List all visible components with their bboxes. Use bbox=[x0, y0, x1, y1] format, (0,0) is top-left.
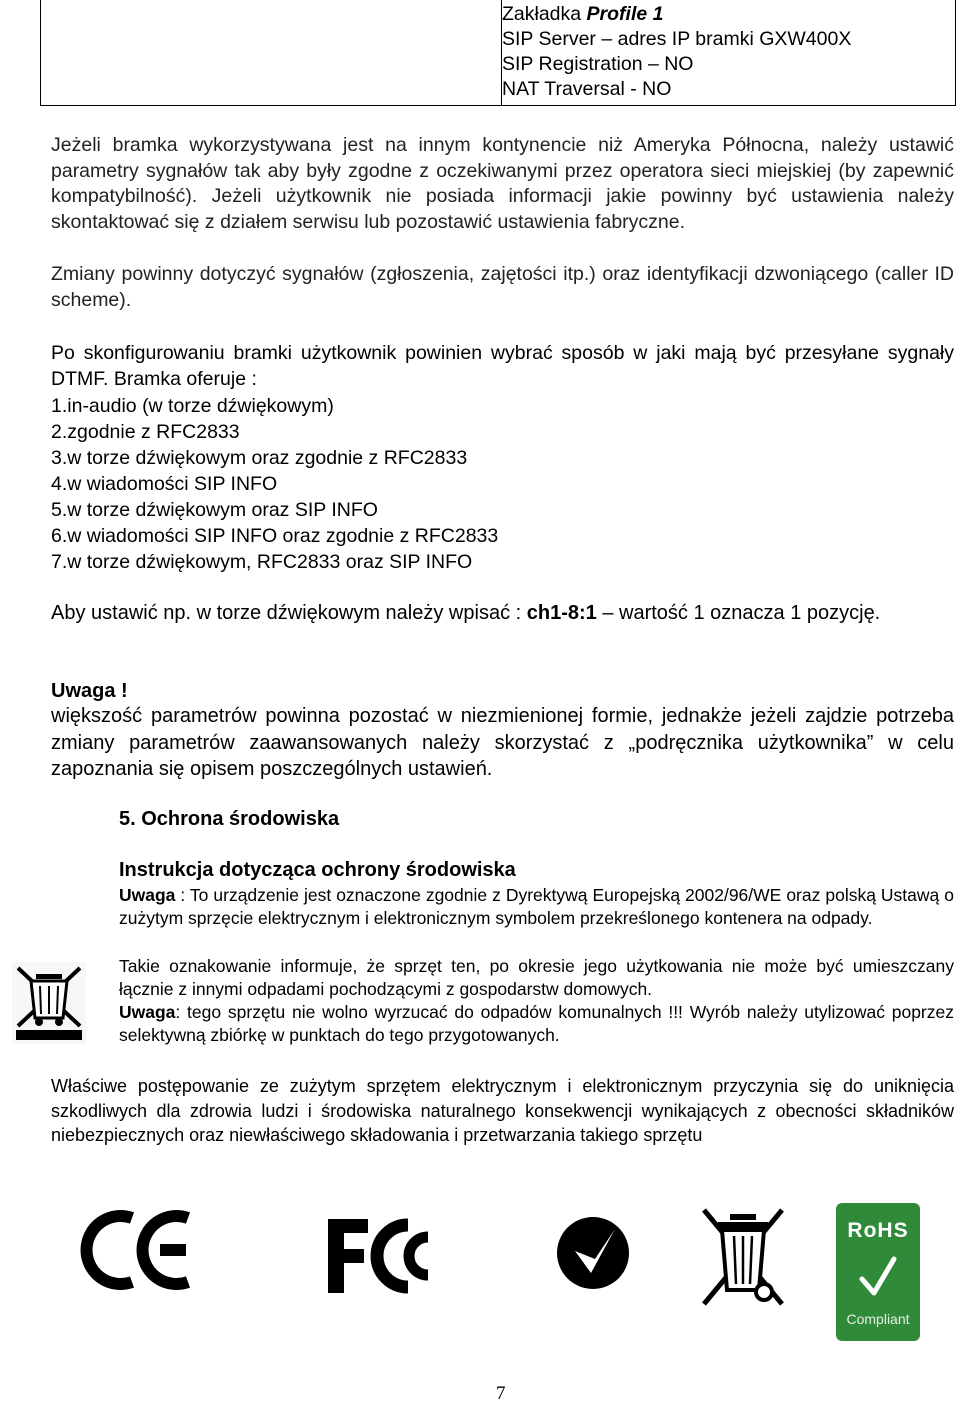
weee-bin-icon bbox=[696, 1200, 790, 1312]
ce-mark-icon bbox=[80, 1210, 195, 1290]
crossed-bin-icon bbox=[12, 962, 86, 1044]
profile-tab-name: Profile 1 bbox=[586, 3, 664, 25]
env-paragraph-3: Uwaga: tego sprzętu nie wolno wyrzucać do odpadów komunalnych !!! Wyrób należy utylizować poprzez selektywną zbiórkę w punktach do tego przygotowanych. bbox=[119, 1002, 954, 1046]
rohs-badge bbox=[836, 1203, 920, 1341]
dtmf-option-6: 6.w wiadomości SIP INFO oraz zgodnie z RFC2833 bbox=[51, 525, 499, 547]
dtmf-option-7: 7.w torze dźwiękowym, RFC2833 oraz SIP INFO bbox=[51, 551, 473, 573]
rohs-subtitle: Compliant bbox=[846, 1311, 910, 1327]
dtmf-option-5: 5.w torze dźwiękowym oraz SIP INFO bbox=[51, 499, 378, 521]
section-heading: 5. Ochrona środowiska bbox=[119, 808, 340, 830]
page-number: 7 bbox=[496, 1383, 506, 1404]
sip-registration-line: SIP Registration – NO bbox=[502, 53, 694, 75]
c-tick-mark-icon bbox=[553, 1213, 633, 1293]
header-table bbox=[40, 0, 956, 106]
warning-title: Uwaga ! bbox=[51, 680, 128, 702]
checkmark-icon bbox=[858, 1255, 898, 1299]
dtmf-option-3: 3.w torze dźwiękowym oraz zgodnie z RFC2833 bbox=[51, 447, 468, 469]
nat-traversal-line: NAT Traversal - NO bbox=[502, 78, 672, 100]
dtmf-option-4: 4.w wiadomości SIP INFO bbox=[51, 473, 278, 495]
warning-text: większość parametrów powinna pozostać w niezmienionej formie, jednakże jeżeli zajdzie potrzeba zmiany parametrów zaawansowanych należy skorzystać z „podręcznika użytkownika” w celu zapoznania się opisem poszczególnych ustawień. bbox=[51, 705, 954, 780]
header-table-empty-cell bbox=[41, 0, 502, 105]
header-table-content-cell bbox=[502, 2, 851, 102]
fcc-mark-icon bbox=[324, 1215, 440, 1297]
sip-server-line: SIP Server – adres IP bramki GXW400X bbox=[502, 28, 852, 50]
closing-paragraph: Właściwe postępowanie ze zużytym sprzętem elektrycznym i elektronicznym przyczynia się do uniknięcia szkodliwych dla zdrowia ludzi i środowiska naturalnego konsekwencji wynikających z obecności składników niebezpiecznych oraz niewłaściwego składowania i przetwarzania takiego sprzętu bbox=[51, 1076, 954, 1145]
dtmf-example: Aby ustawić np. w torze dźwiękowym należy wpisać : ch1-8:1 – wartość 1 oznacza 1 pozycję. bbox=[51, 602, 881, 624]
rohs-title: RoHS bbox=[847, 1219, 909, 1242]
dtmf-intro: Po skonfigurowaniu bramki użytkownik powinien wybrać sposób w jaki mają być przesyłane sygnały DTMF. Bramka oferuje : bbox=[51, 342, 954, 390]
dtmf-example-code: ch1-8:1 bbox=[526, 602, 597, 624]
env-paragraph-1: Uwaga : To urządzenie jest oznaczone zgodnie z Dyrektywą Europejską 2002/96/WE oraz polską Ustawą o zużytym sprzęcie elektrycznym i elektronicznym symbolem przekreślonego kontenera na odpady. bbox=[119, 885, 954, 929]
dtmf-option-2: 2.zgodnie z RFC2833 bbox=[51, 421, 240, 443]
intro-paragraph-2: Zmiany powinny dotyczyć sygnałów (zgłoszenia, zajętości itp.) oraz identyfikacji dzwoniącego (caller ID scheme). bbox=[51, 263, 954, 311]
env-paragraph-2: Takie oznakowanie informuje, że sprzęt ten, po okresie jego użytkowania nie może być umieszczany łącznie z innymi odpadami pochodzącymi z gospodarstw domowych. bbox=[119, 956, 954, 1000]
profile-tab-line: Zakładka Profile 1 bbox=[502, 3, 664, 25]
dtmf-option-1: 1.in-audio (w torze dźwiękowym) bbox=[51, 395, 334, 417]
section-subheading: Instrukcja dotycząca ochrony środowiska bbox=[119, 859, 516, 881]
intro-paragraph-1: Jeżeli bramka wykorzystywana jest na innym kontynencie niż Ameryka Północna, należy ustawić parametry sygnałów tak aby były zgodne z oczekiwanymi przez operatora sieci miejskiej (by zapewnić kompatybilność). Jeżeli użytkownik nie posiada informacji jakie powinny być ustawienia należy skontaktować się z działem serwisu lub pozostawić ustawienia fabryczne. bbox=[51, 134, 954, 233]
